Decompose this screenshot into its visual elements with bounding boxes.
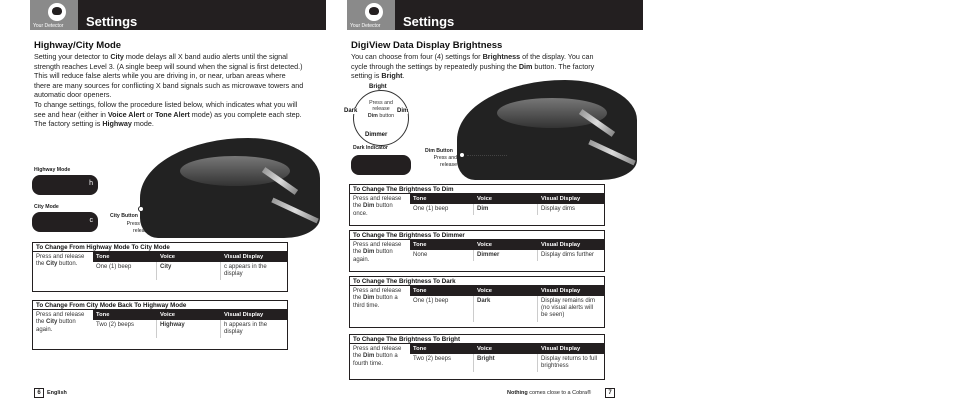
section-title: Highway/City Mode (34, 40, 122, 51)
radar-detector-image (457, 80, 637, 180)
wheel-dark-label: Dark (344, 108, 358, 114)
table-row: Two (2) beeps Bright Display returns to full brightness (410, 354, 604, 372)
footer-tagline: Nothing comes close to a Cobra® (507, 390, 592, 396)
table-title: To Change The Brightness To Bright (350, 335, 604, 344)
table-instruction: Press and release the Dim button once. (353, 196, 402, 217)
dim-button-callout-line (467, 155, 507, 156)
page-title: Settings (86, 14, 138, 29)
table-column-headers: Tone Voice Visual Display (410, 194, 604, 204)
header-bar (30, 0, 326, 30)
table-title: To Change The Brightness To Dark (350, 277, 604, 286)
cobra-snake-icon (48, 3, 66, 21)
radar-detector-image (140, 138, 320, 238)
highway-display (32, 175, 98, 195)
city-mode-label: City Mode (34, 204, 59, 210)
dim-button-instruction: Press and release (433, 155, 457, 168)
logo-subtitle: Your Detector (33, 23, 64, 29)
page-title: Settings (403, 14, 455, 29)
table-title: To Change From City Mode Back To Highway Mode (33, 301, 287, 310)
cobra-logo (30, 0, 78, 30)
highway-to-city-table (32, 242, 288, 292)
table-instruction: Press and release the Dim button a fourth time. (353, 346, 402, 367)
dark-indicator-display (351, 155, 411, 175)
city-display (32, 212, 98, 232)
city-button-callout-icon (138, 206, 144, 212)
cobra-logo (347, 0, 395, 30)
highway-mode-label: Highway Mode (34, 167, 71, 173)
table-title: To Change The Brightness To Dim (350, 185, 604, 194)
table-row: None Dimmer Display dims further (410, 250, 604, 261)
page-number: 6 (34, 388, 44, 398)
table-column-headers: Tone Voice Visual Display (410, 286, 604, 296)
brightness-dimmer-table (349, 230, 605, 272)
table-instruction: Press and release the Dim button again. (353, 242, 402, 263)
highway-glyph: h (89, 180, 93, 187)
table-column-headers: Tone Voice Visual Display (410, 344, 604, 354)
table-column-headers: Tone Voice Visual Display (410, 240, 604, 250)
table-row: One (1) beep Dim Display dims (410, 204, 604, 215)
city-button-instruction: Press and release (126, 221, 150, 234)
city-glyph: c (89, 217, 93, 224)
table-instruction: Press and release the City button. (36, 254, 85, 268)
table-title: To Change From Highway Mode To City Mode (33, 243, 287, 252)
page-number: 7 (605, 388, 615, 398)
wheel-dimmer-label: Dimmer (365, 132, 388, 138)
table-column-headers: Tone Voice Visual Display (93, 310, 287, 320)
table-title: To Change The Brightness To Dimmer (350, 231, 604, 240)
table-row: One (1) beep City c appears in the display (93, 262, 287, 280)
city-button-title: City Button (110, 213, 138, 219)
wheel-bright-label: Bright (369, 84, 387, 90)
intro-paragraph: Setting your detector to City mode delays all X band audio alerts until the signal strength reaches Level 3. (A single beep will sound when the signal is first detected.) This will reduce false alerts while you are driving in, or near, urban areas where there are many sources for conflicting X band signals such as microwave towers and automatic door openers. (34, 52, 304, 100)
table-row: One (1) beep Dark Display remains dim (no visual alerts will be seen) (410, 296, 604, 322)
dim-button-callout-icon (459, 152, 465, 158)
brightness-dark-table (349, 276, 605, 328)
footer-language: English (47, 390, 67, 396)
table-instruction: Press and release the City button again. (36, 312, 85, 333)
wheel-center-text: Press and release Dim button (367, 100, 395, 119)
header-bar (347, 0, 643, 30)
logo-subtitle: Your Detector (350, 23, 381, 29)
right-page (344, 0, 643, 420)
table-column-headers: Tone Voice Visual Display (93, 252, 287, 262)
wheel-dim-label: Dim (397, 108, 409, 114)
cobra-snake-icon (365, 3, 383, 21)
dim-button-title: Dim Button (425, 148, 453, 154)
city-to-highway-table (32, 300, 288, 350)
brightness-dim-table (349, 184, 605, 226)
section-title: DigiView Data Display Brightness (351, 40, 503, 51)
intro-paragraph: You can choose from four (4) settings for Brightness of the display. You can cycle through the settings by repeatedly pushing the Dim button. The factory setting is Bright. (351, 52, 595, 81)
procedure-paragraph: To change settings, follow the procedure listed below, which indicates what you will see and hear (either in Voice Alert or Tone Alert mode) as you complete each step. The factory setting is Highway mode. (34, 100, 302, 129)
table-instruction: Press and release the Dim button a third time. (353, 288, 402, 309)
dark-indicator-label: Dark Indicator (353, 145, 388, 151)
table-row: Two (2) beeps Highway h appears in the display (93, 320, 287, 338)
left-page (30, 0, 326, 420)
brightness-bright-table (349, 334, 605, 380)
